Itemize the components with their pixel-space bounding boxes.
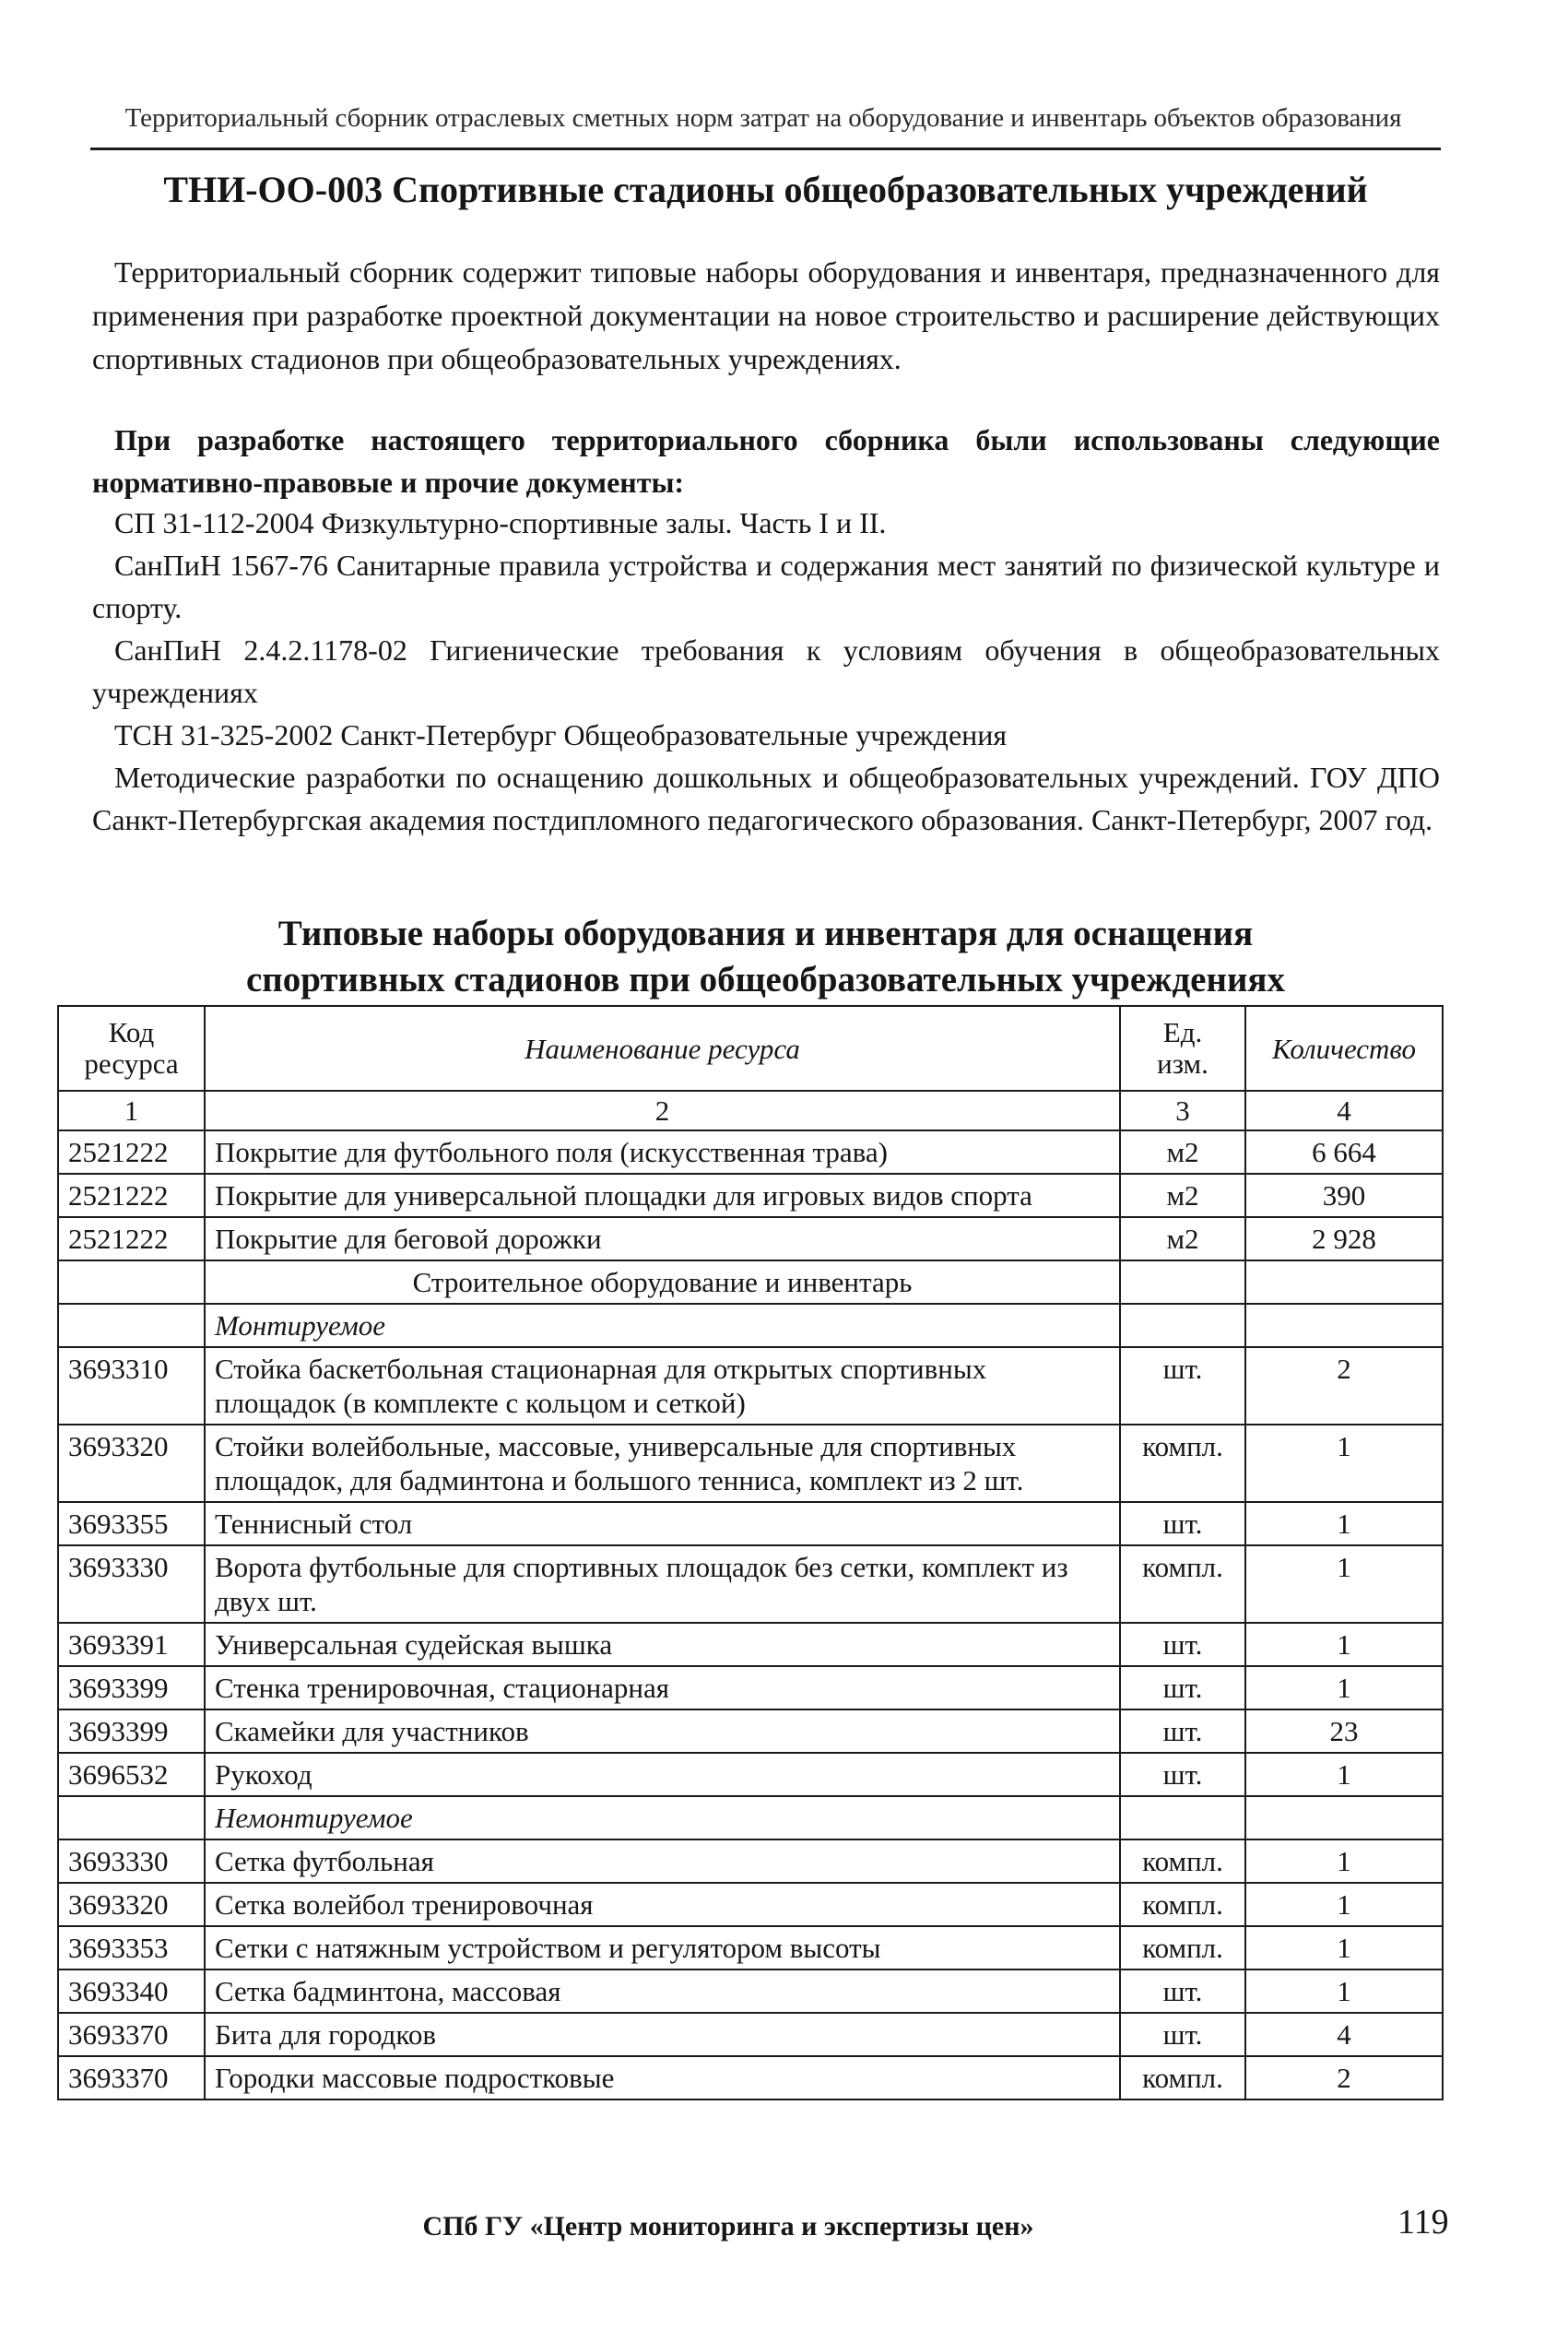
- resource-unit: м2: [1120, 1130, 1245, 1174]
- intro-paragraph: Территориальный сборник содержит типовые наборы оборудования и инвентаря, предназначенного для применения при разработке проектной документации на новое строительство и расширение действующих спортивных стадионов при общеобразовательных учреждениях.: [92, 255, 1440, 375]
- section-row: [58, 1260, 1443, 1304]
- table-row: [58, 1174, 1443, 1217]
- resource-code: 3693340: [58, 1969, 205, 2013]
- resource-quantity: 1: [1245, 1502, 1443, 1545]
- footer-organization: СПб ГУ «Центр мониторинга и экспертизы цен»: [422, 2211, 1034, 2241]
- resource-unit: шт.: [1120, 1347, 1245, 1425]
- resource-unit: шт.: [1120, 1969, 1245, 2013]
- table-row: [58, 1502, 1443, 1545]
- header-unit-line: изм.: [1157, 1047, 1208, 1080]
- table-row: [58, 1623, 1443, 1666]
- empty-cell: [1120, 1796, 1245, 1839]
- header-rule: [90, 148, 1441, 150]
- page-title: ТНИ-ОО-003 Спортивные стадионы общеобразовательных учреждений: [163, 169, 1368, 210]
- resource-name: Стенка тренировочная, стационарная: [205, 1666, 1120, 1709]
- table-row: [58, 1883, 1443, 1926]
- resource-code: 3693355: [58, 1502, 205, 1545]
- table-row: [58, 1926, 1443, 1969]
- resource-unit: компл.: [1120, 1839, 1245, 1883]
- resource-unit: шт.: [1120, 1753, 1245, 1796]
- table-body: [58, 1091, 1443, 2100]
- resource-unit: м2: [1120, 1217, 1245, 1260]
- table-row: [58, 1545, 1443, 1623]
- resource-code: 3696532: [58, 1753, 205, 1796]
- resource-unit: компл.: [1120, 1883, 1245, 1926]
- resource-code: 3693320: [58, 1425, 205, 1502]
- table-row: [58, 1217, 1443, 1260]
- resource-code: 3693399: [58, 1666, 205, 1709]
- page-number: 119: [1397, 2203, 1449, 2241]
- resource-quantity: 1: [1245, 1926, 1443, 1969]
- resource-quantity: 2: [1245, 1347, 1443, 1425]
- resource-code: 3693391: [58, 1623, 205, 1666]
- resource-quantity: 1: [1245, 1425, 1443, 1502]
- column-number: 2: [205, 1091, 1120, 1130]
- header-name: Наименование ресурса: [205, 1006, 1120, 1091]
- resource-name: Стойка баскетбольная стационарная для открытых спортивных площадок (в комплекте с кольцом и сеткой): [205, 1347, 1120, 1425]
- header-code: [58, 1006, 205, 1091]
- resource-code: 3693353: [58, 1926, 205, 1969]
- resource-name: Городки массовые подростковые: [205, 2056, 1120, 2100]
- resource-unit: компл.: [1120, 1926, 1245, 1969]
- resource-code: 3693370: [58, 2013, 205, 2056]
- resource-name: Рукоход: [205, 1753, 1120, 1796]
- resource-code: 3693320: [58, 1883, 205, 1926]
- empty-cell: [58, 1796, 205, 1839]
- resource-name: Теннисный стол: [205, 1502, 1120, 1545]
- empty-cell: [1245, 1304, 1443, 1347]
- resource-name: Бита для городков: [205, 2013, 1120, 2056]
- header-unit: [1120, 1006, 1245, 1091]
- source-item: СанПиН 2.4.2.1178-02 Гигиенические требования к условиям обучения в общеобразовательных учреждениях: [92, 633, 1440, 709]
- table-row: [58, 1666, 1443, 1709]
- empty-cell: [58, 1304, 205, 1347]
- resource-unit: шт.: [1120, 1709, 1245, 1753]
- resource-quantity: 4: [1245, 2013, 1443, 2056]
- resource-name: Покрытие для футбольного поля (искусственная трава): [205, 1130, 1120, 1174]
- resource-name: Скамейки для участников: [205, 1709, 1120, 1753]
- empty-cell: [58, 1260, 205, 1304]
- empty-cell: [1120, 1304, 1245, 1347]
- resource-code: 3693330: [58, 1839, 205, 1883]
- resource-name: Сетка бадминтона, массовая: [205, 1969, 1120, 2013]
- resource-code: 2521222: [58, 1174, 205, 1217]
- table-row: [58, 1709, 1443, 1753]
- resource-code: 3693399: [58, 1709, 205, 1753]
- resource-code: 2521222: [58, 1130, 205, 1174]
- resource-quantity: 1: [1245, 1753, 1443, 1796]
- resource-quantity: 1: [1245, 1545, 1443, 1623]
- table-row: [58, 2013, 1443, 2056]
- resource-code: 3693330: [58, 1545, 205, 1623]
- resource-unit: компл.: [1120, 2056, 1245, 2100]
- resource-unit: компл.: [1120, 1425, 1245, 1502]
- subsection-title-unmounted: Немонтируемое: [205, 1796, 1120, 1839]
- resource-quantity: 1: [1245, 1883, 1443, 1926]
- resource-quantity: 1: [1245, 1623, 1443, 1666]
- resource-quantity: 1: [1245, 1839, 1443, 1883]
- table-header-row: [58, 1006, 1443, 1091]
- subsection-row: [58, 1304, 1443, 1347]
- column-number: 3: [1120, 1091, 1245, 1130]
- table-title-line: спортивных стадионов при общеобразовательных учреждениях: [245, 960, 1286, 999]
- resource-unit: шт.: [1120, 1666, 1245, 1709]
- resource-unit: компл.: [1120, 1545, 1245, 1623]
- column-number: 1: [58, 1091, 205, 1130]
- subsection-title-mounted: Монтируемое: [205, 1304, 1120, 1347]
- resource-name: Универсальная судейская вышка: [205, 1623, 1120, 1666]
- sources-list: [92, 502, 1440, 841]
- empty-cell: [1120, 1260, 1245, 1304]
- header-unit-line: Ед.: [1162, 1016, 1203, 1048]
- subsection-row: [58, 1796, 1443, 1839]
- resource-quantity: 6 664: [1245, 1130, 1443, 1174]
- table-title-line: Типовые наборы оборудования и инвентаря для оснащения: [277, 914, 1254, 953]
- resource-code: 2521222: [58, 1217, 205, 1260]
- header-quantity: Количество: [1245, 1006, 1443, 1091]
- resource-name: Покрытие для беговой дорожки: [205, 1217, 1120, 1260]
- resources-table: [57, 1005, 1444, 2100]
- resource-quantity: 390: [1245, 1174, 1443, 1217]
- resource-name: Покрытие для универсальной площадки для игровых видов спорта: [205, 1174, 1120, 1217]
- resource-name: Стойки волейбольные, массовые, универсальные для спортивных площадок, для бадминтона и большого тенниса, комплект из 2 шт.: [205, 1425, 1120, 1502]
- running-header: Территориальный сборник отраслевых сметных норм затрат на оборудование и инвентарь объектов образования: [124, 103, 1402, 133]
- table-title: [90, 911, 1441, 1003]
- resource-quantity: 1: [1245, 1969, 1443, 2013]
- source-item: СанПиН 1567-76 Санитарные правила устройства и содержания мест занятий по физической культуре и спорту.: [92, 549, 1440, 624]
- table-row: [58, 1969, 1443, 2013]
- resource-code: 3693370: [58, 2056, 205, 2100]
- resource-unit: шт.: [1120, 1623, 1245, 1666]
- header-code-line: Код: [108, 1016, 155, 1048]
- resource-unit: шт.: [1120, 1502, 1245, 1545]
- source-item: Методические разработки по оснащению дошкольных и общеобразовательных учреждений. ГОУ ДПО Санкт-Петербургская академия постдипломного педагогического образования. Санкт-Петербург, 2007 год.: [92, 761, 1440, 836]
- resource-quantity: 2 928: [1245, 1217, 1443, 1260]
- column-number-row: [58, 1091, 1443, 1130]
- resource-quantity: 1: [1245, 1666, 1443, 1709]
- resource-name: Сетка волейбол тренировочная: [205, 1883, 1120, 1926]
- resource-name: Сетка футбольная: [205, 1839, 1120, 1883]
- table-row: [58, 1130, 1443, 1174]
- resource-quantity: 2: [1245, 2056, 1443, 2100]
- resource-name: Ворота футбольные для спортивных площадок без сетки, комплект из двух шт.: [205, 1545, 1120, 1623]
- empty-cell: [1245, 1260, 1443, 1304]
- section-title: Строительное оборудование и инвентарь: [205, 1260, 1120, 1304]
- resource-code: 3693310: [58, 1347, 205, 1425]
- table-row: [58, 1425, 1443, 1502]
- resource-unit: шт.: [1120, 2013, 1245, 2056]
- resource-quantity: 23: [1245, 1709, 1443, 1753]
- resource-unit: м2: [1120, 1174, 1245, 1217]
- sources-heading: При разработке настоящего территориального сборника были использованы следующие нормативно-правовые и прочие документы:: [92, 423, 1440, 499]
- source-item: ТСН 31-325-2002 Санкт-Петербург Общеобразовательные учреждения: [114, 718, 1008, 751]
- table-row: [58, 1753, 1443, 1796]
- empty-cell: [1245, 1796, 1443, 1839]
- resource-name: Сетки с натяжным устройством и регулятором высоты: [205, 1926, 1120, 1969]
- table-row: [58, 1839, 1443, 1883]
- source-item: СП 31-112-2004 Физкультурно-спортивные залы. Часть I и II.: [114, 506, 887, 539]
- table-row: [58, 2056, 1443, 2100]
- table-row: [58, 1347, 1443, 1425]
- header-code-line: ресурса: [84, 1047, 179, 1080]
- column-number: 4: [1245, 1091, 1443, 1130]
